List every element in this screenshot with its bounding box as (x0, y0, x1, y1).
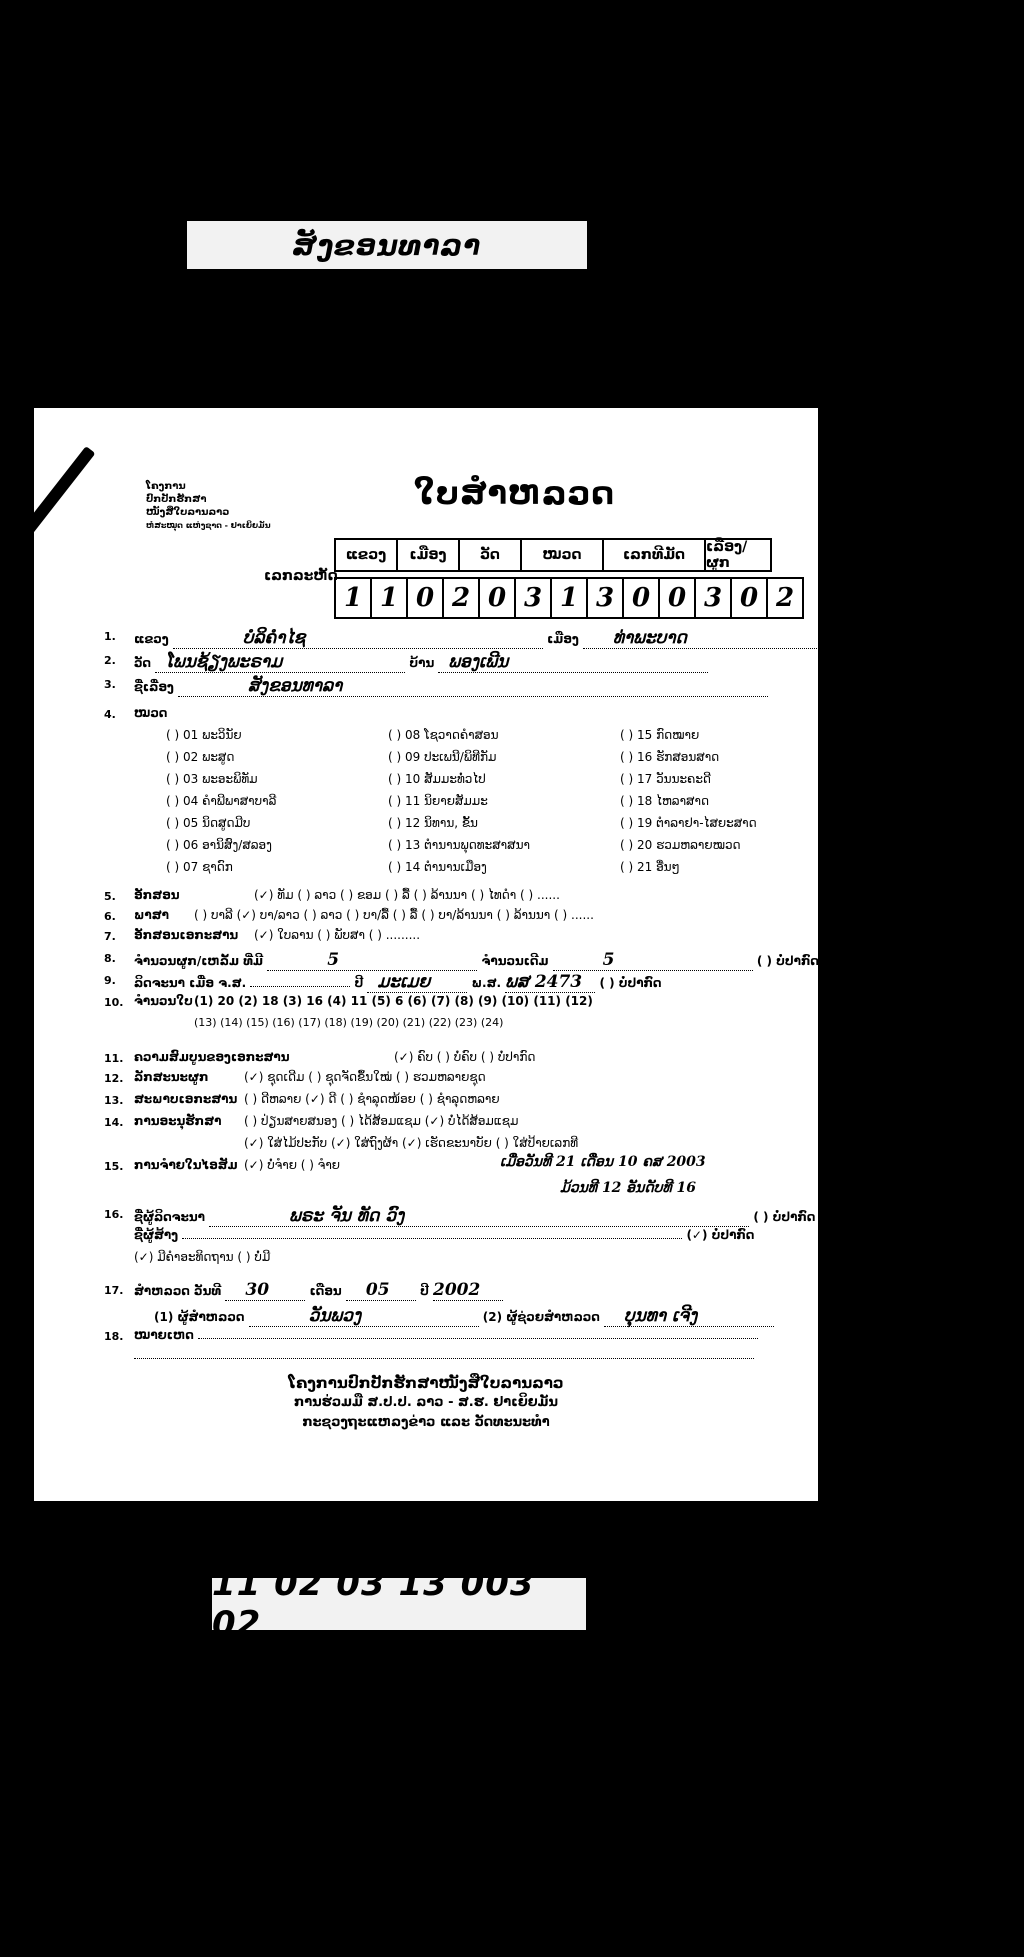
grid-header-category: ໝວດ (520, 538, 602, 572)
code-digit: 0 (658, 577, 694, 619)
category-option[interactable]: ( ) 02 ພະສູດ (166, 750, 235, 764)
form-footer (34, 1373, 818, 1433)
district-label: ເມືອງ (547, 632, 579, 646)
field-number-3: 3. (104, 678, 116, 691)
material-options: (✓) ໃບລານ ( ) ພັບສາ ( ) ......... (254, 928, 421, 942)
conservation-options-2: (✓) ໃສ່ໄມ້ປະກັບ (✓) ໃສ່ຖົງຜ້າ (✓) ເຮັດຂະນາບັຍ ( ) ໃສ່ປ້າຍເລກທີ (244, 1136, 579, 1150)
grid-header-bundle-no: ເລກທີມັດ (602, 538, 704, 572)
category-option[interactable]: ( ) 16 ຮັກສອນສາດ (620, 750, 720, 764)
survey-year: 2002 (433, 1280, 503, 1301)
grid-header-district: ເມືອງ (396, 538, 458, 572)
code-grid-header (334, 538, 772, 572)
org-logo-text (146, 480, 271, 532)
code-digit: 1 (334, 577, 370, 619)
prayer-options: (✓) ມີຄໍາອະທິດຖານ ( ) ບໍ່ມີ (134, 1250, 271, 1264)
bottom-code-text: 11 02 03 13 003 02 (212, 1564, 535, 1644)
category-option[interactable]: ( ) 17 ວັນນະຄະດີ (620, 772, 711, 786)
field-number-1: 1. (104, 630, 116, 643)
condition-options: ( ) ດີຫລາຍ (✓) ດີ ( ) ຊໍາລຸດໜ້ອຍ ( ) ຊໍາລຸດຫລາຍ (244, 1092, 500, 1106)
survey-month: 05 (346, 1280, 416, 1301)
script-options: (✓) ທັມ ( ) ລາວ ( ) ຂອມ ( ) ລື້ ( ) ລ້ານນາ ( ) ໄທດໍາ ( ) ...... (254, 888, 560, 902)
category-option[interactable]: ( ) 08 ໂຊວາດຄໍາສອນ (388, 728, 499, 742)
bundle-type-label: ລັກສະນະຜູກ (134, 1070, 209, 1084)
field-number-12: 12. (104, 1072, 124, 1085)
code-digit: 0 (406, 577, 442, 619)
leaf-count-label: ຈໍານວນໃບ (134, 994, 193, 1008)
surveyor-value: ວັນພວງ (249, 1306, 479, 1327)
field-number-18: 18. (104, 1330, 124, 1343)
grid-header-temple: ວັດ (458, 538, 520, 572)
title-value: ສັງຂອນທາລາ (178, 676, 768, 697)
original-count-value: 5 (553, 950, 753, 971)
org-line-1: ໂຄງການ (146, 481, 186, 492)
field-number-10: 10. (104, 996, 124, 1009)
language-label: ພາສາ (134, 908, 169, 922)
survey-date-row (134, 1280, 503, 1301)
field-number-13: 13. (104, 1094, 124, 1107)
scribe-unknown-option: ( ) ບໍ່ປາກົດ (753, 1210, 816, 1224)
field-number-4: 4. (104, 708, 116, 721)
survey-year-label: ປີ (420, 1284, 429, 1298)
condition-label: ສະພາບເອກະສານ (134, 1092, 238, 1106)
assistant-label: (2) ຜູ້ຊ່ວຍສໍາຫລວດ (482, 1310, 600, 1324)
village-label: ບ້ານ (409, 656, 435, 670)
be-label: ພ.ສ. (471, 976, 502, 990)
province-label: ແຂວງ (134, 632, 169, 646)
sponsor-unknown-option: (✓) ບໍ່ປາກົດ (686, 1228, 755, 1242)
code-grid-digits (334, 577, 804, 619)
village-value: ພອງເພີນ (438, 652, 708, 673)
category-option[interactable]: ( ) 01 ພະວິນັຍ (166, 728, 242, 742)
microfilm-reel: ມ້ວນທີ 12 ອັນດັບທີ 16 (560, 1180, 697, 1196)
category-option[interactable]: ( ) 13 ຕໍານານພຸດທະສາສນາ (388, 838, 530, 852)
org-line-2: ປົກປັກຮັກສາ (146, 494, 207, 505)
script-label: ອັກສອນ (134, 888, 180, 902)
leaf-count-line1: (1) 20 (2) 18 (3) 16 (4) 11 (5) 6 (6) (7) (8) (9) (10) (11) (12) (194, 994, 593, 1008)
bundle-count-value: 5 (267, 950, 477, 971)
temple-label: ວັດ (134, 656, 152, 670)
sponsor-label: ຊື່ຜູ້ສ້າງ (134, 1228, 179, 1242)
code-digit: 3 (514, 577, 550, 619)
field-number-8: 8. (104, 952, 116, 965)
category-option[interactable]: ( ) 07 ຊາດົກ (166, 860, 233, 874)
language-options: ( ) ບາລີ (✓) ບາ/ລາວ ( ) ລາວ ( ) ບາ/ລື້ ( ) ລື້ ( ) ບາ/ລ້ານນາ ( ) ລ້ານນາ ( ) ...... (194, 908, 594, 922)
code-digit: 3 (586, 577, 622, 619)
category-option[interactable]: ( ) 19 ຕໍາລາຢາ-ໄສຍະສາດ (620, 816, 757, 830)
category-option[interactable]: ( ) 21 ອື່ນໆ (620, 860, 680, 874)
grid-header-story: ເລື່ອງ/ຜູກ (704, 538, 772, 572)
field-number-17: 17. (104, 1284, 124, 1297)
microfilm-label: ການຈໍາຍໃນໄອສັມ (134, 1158, 238, 1172)
footer-line-1: ໂຄງການປົກປັກຮັກສາໜັງສືໃບລານລາວ (288, 1374, 564, 1392)
footer-line-2: ການຮ່ວມມື ສ.ປ.ປ. ລາວ - ສ.ຮ. ຢາເຍິຍມັນ (293, 1395, 559, 1410)
bottom-code-label (212, 1564, 586, 1644)
code-digit: 1 (550, 577, 586, 619)
category-option[interactable]: ( ) 10 ສັມມະທໍ່ວໄປ (388, 772, 486, 786)
code-digit: 2 (766, 577, 804, 619)
field-number-7: 7. (104, 930, 116, 943)
logo-bar-icon (18, 446, 95, 540)
temple-value: ໂພນຊ້ຽງພະຣາມ (155, 652, 405, 673)
scribe-label: ຊື່ຜູ້ລິດຈະນາ (134, 1210, 205, 1224)
field-number-11: 11. (104, 1052, 124, 1065)
completeness-label: ຄວາມສົມບູນຂອງເອກະສານ (134, 1050, 290, 1064)
remarks-row (134, 1328, 758, 1342)
category-option[interactable]: ( ) 18 ໄຫລາສາດ (620, 794, 709, 808)
survey-month-label: ເດືອນ (309, 1284, 342, 1298)
code-digit: 2 (442, 577, 478, 619)
category-option[interactable]: ( ) 09 ປະເພນີ/ພິທີກັມ (388, 750, 497, 764)
field-number-6: 6. (104, 910, 116, 923)
field-number-16: 16. (104, 1208, 124, 1221)
written-date-row (134, 972, 662, 993)
field-temple (134, 652, 708, 673)
be-value: ພສ 2473 (505, 972, 595, 993)
category-label: ໝວດ (134, 706, 168, 720)
survey-form-sheet (34, 408, 818, 1501)
code-digit: 0 (730, 577, 766, 619)
bundle-type-options: (✓) ຊຸດເດີມ ( ) ຊຸດຈັດຂຶ້ນໃໝ່ ( ) ຮວມຫລາຍຊຸດ (244, 1070, 486, 1084)
form-title: ໃບສໍາຫລວດ (414, 474, 616, 512)
bundle-count-label: ຈໍານວນຜູກ/ເຫລັ້ມ ທີ່ມີ (134, 954, 264, 968)
footer-line-3: ກະຊວງຖະແຫລງຂ່າວ ແລະ ວັດທະນະທໍາ (302, 1415, 550, 1430)
original-count-label: ຈໍານວນເດີມ (481, 954, 549, 968)
bundle-unknown-option: ( ) ບໍ່ປາກົດ (756, 954, 819, 968)
leaf-count-line2: (13) (14) (15) (16) (17) (18) (19) (20) (21) (22) (23) (24) (194, 1016, 504, 1029)
remarks-label: ໝາຍເຫດ (134, 1328, 194, 1342)
category-option[interactable]: ( ) 04 ຄໍາພີພາສາບາລີ (166, 794, 277, 808)
year-label: ປີ (354, 976, 364, 990)
category-option[interactable]: ( ) 14 ຕໍານານເມືອງ (388, 860, 487, 874)
conservation-options: ( ) ປ່ຽນສາຍສນອງ ( ) ໄດ້ສ້ອມແຊມ (✓) ບໍ່ໄດ້ສ້ອມແຊມ (244, 1114, 519, 1128)
org-line-3: ໜັງສືໃບລານລາວ (146, 507, 230, 518)
category-option[interactable]: ( ) 03 ພະອະພິທັມ (166, 772, 258, 786)
survey-date-label: ສໍາຫລວດ ວັນທີ (134, 1284, 222, 1298)
written-date-label: ລິດຈະນາ ເມື່ອ ຈ.ສ. (134, 976, 247, 990)
field-number-2: 2. (104, 654, 116, 667)
category-option[interactable]: ( ) 11 ນິຍາຍສັມມະ (388, 794, 488, 808)
district-value: ທ່າພະບາດ (583, 628, 843, 649)
bundle-count-row (134, 950, 819, 971)
top-title-text: ສັງຂອນທາລາ (292, 228, 482, 262)
conservation-label: ການອະນຸຮັກສາ (134, 1114, 222, 1128)
material-label: ອັກສອນເອກະສານ (134, 928, 239, 942)
title-label: ຊື່ເລື່ອງ (134, 680, 174, 694)
field-number-14: 14. (104, 1116, 124, 1129)
completeness-options: (✓) ຄົບ ( ) ບໍ່ຄົບ ( ) ບໍ່ປາກົດ (394, 1050, 536, 1064)
category-option[interactable]: ( ) 20 ຮວມຫລາຍໝວດ (620, 838, 741, 852)
surveyor-label: (1) ຜູ້ສໍາຫລວດ (154, 1310, 245, 1324)
field-number-5: 5. (104, 890, 116, 903)
scribe-row (134, 1206, 815, 1227)
top-title-label (187, 221, 587, 269)
field-province (134, 628, 843, 649)
field-number-15: 15. (104, 1160, 124, 1173)
code-digit: 3 (694, 577, 730, 619)
province-value: ບໍລິຄໍາໄຊ (173, 628, 543, 649)
code-digit: 1 (370, 577, 406, 619)
grid-header-province: ແຂວງ (334, 538, 396, 572)
code-digit: 0 (478, 577, 514, 619)
field-title (134, 676, 768, 697)
assistant-value: ບຸນທາ ເຈີງ (604, 1306, 774, 1327)
category-option[interactable]: ( ) 05 ນິດສູດມີບ (166, 816, 251, 830)
org-line-4: ຫໍສະໝຸດ ແຫ່ງຊາດ - ຢາເຍິຍມັນ (146, 521, 271, 530)
microfilm-date: ເມື່ອວັນທີ 21 ເດືອນ 10 ຄສ 2003 (500, 1154, 706, 1170)
category-option[interactable]: ( ) 12 ນິທານ, ຂັ້ນ (388, 816, 478, 830)
category-option[interactable]: ( ) 06 ອານິສົງ/ສລອງ (166, 838, 272, 852)
code-digit: 0 (622, 577, 658, 619)
category-option[interactable]: ( ) 15 ກົດໝາຍ (620, 728, 700, 742)
microfilm-options: (✓) ບໍ່ຈໍາຍ ( ) ຈໍາຍ (244, 1158, 341, 1172)
scribe-value: ພຣະ ຈັນ ທັດ ວົງ (209, 1206, 749, 1227)
survey-day: 30 (225, 1280, 305, 1301)
sponsor-row (134, 1228, 754, 1242)
written-unknown-option: ( ) ບໍ່ປາກົດ (599, 976, 662, 990)
code-label: ເລກລະຫັດ (264, 568, 338, 584)
field-number-9: 9. (104, 974, 116, 987)
surveyor-row (154, 1306, 774, 1327)
remarks-line-2 (134, 1348, 754, 1362)
year-name-value: ມະເມຍ (367, 972, 467, 993)
